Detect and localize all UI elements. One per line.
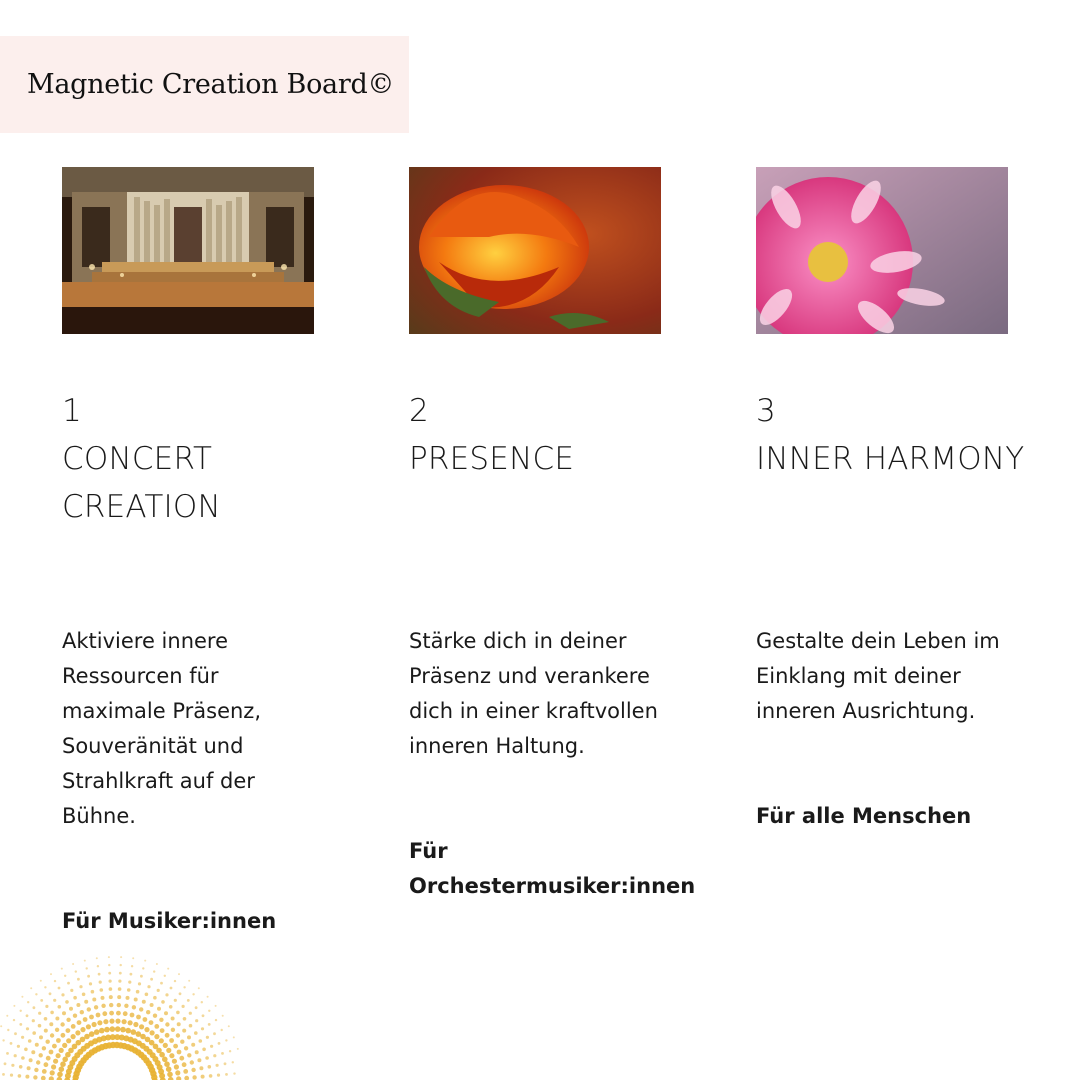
card-number: 2 (409, 393, 429, 429)
card-description: Stärke dich in deiner Präsenz und verankere dich in einer kraftvollen inneren Haltung. (409, 629, 658, 758)
card-body (409, 589, 695, 939)
card-audience: Für alle Menschen (756, 804, 972, 828)
orange-flower-photo (409, 167, 661, 334)
card-heading: INNER HARMONY (756, 441, 1025, 477)
offer-card-presence (409, 167, 709, 898)
concert-hall-photo (62, 167, 314, 334)
card-number: 1 (62, 393, 82, 429)
card-audience: Für Musiker:innen (62, 909, 277, 933)
offer-card-inner-harmony (756, 167, 1056, 828)
card-number: 3 (756, 393, 776, 429)
card-body (62, 589, 276, 974)
card-description: Aktiviere innere Ressourcen für maximale Präsenz, Souveränität und Strahlkraft auf der Bühne. (62, 629, 262, 828)
offer-card-concert-creation (62, 167, 342, 933)
card-body (756, 589, 1000, 869)
sunburst-logo-icon (0, 950, 240, 1080)
title-banner (0, 36, 409, 133)
card-heading: PRESENCE (409, 441, 575, 477)
page-title: Magnetic Creation Board© (27, 69, 395, 100)
card-description: Gestalte dein Leben im Einklang mit deiner inneren Ausrichtung. (756, 629, 1000, 723)
card-heading: CONCERT CREATION (62, 441, 221, 525)
card-audience: Für Orchestermusiker:innen (409, 839, 696, 898)
pink-dahlia-photo (756, 167, 1008, 334)
